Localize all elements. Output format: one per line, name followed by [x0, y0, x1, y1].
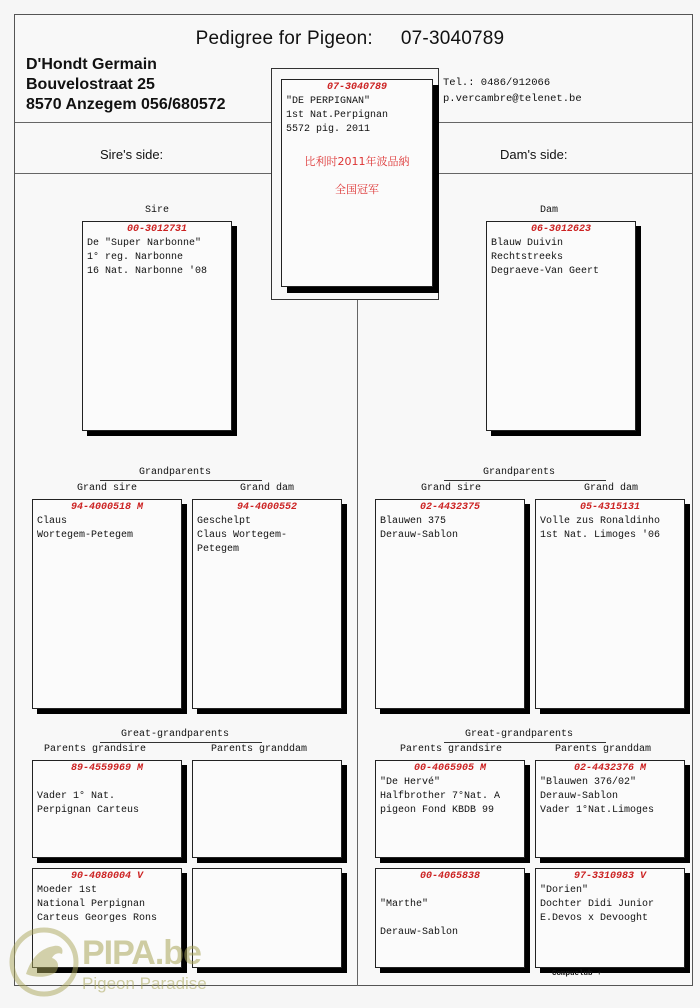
software-credit: Compuclub + [552, 970, 602, 978]
dam-card [486, 221, 636, 431]
dam-side-label: Dam's side: [500, 147, 568, 162]
divider-header-left [15, 122, 271, 123]
grand-sire-label-dam-side: Grand sire [420, 483, 481, 494]
sire-gg-1-ring: 89-4559969 M [70, 763, 143, 774]
dam-grand-dam-info: Volle zus Ronaldinho 1st Nat. Limoges '06 [540, 516, 661, 541]
dam-gg-3-info: "Marthe" Derauw-Sablon [380, 899, 459, 938]
divider-header-right [439, 122, 692, 123]
dam-gg-3-ring: 00-4065838 [419, 871, 480, 882]
sire-gg-1-info: Vader 1° Nat. Perpignan Carteus [37, 791, 140, 816]
dam-info: Blauw Duivin Rechtstreeks Degraeve-Van Geert [491, 238, 600, 277]
sire-card [82, 221, 232, 431]
dam-label: Dam [539, 205, 558, 216]
sire-info: De "Super Narbonne" 1° reg. Narbonne 16 Nat. Narbonne '08 [87, 238, 208, 277]
great-grandparents-label-dam-side: Great-grandparents [464, 729, 574, 740]
grand-dam-label-dam-side: Grand dam [583, 483, 638, 494]
sire-grand-dam-card [192, 499, 342, 709]
main-pigeon-ring: 07-3040789 [326, 82, 387, 93]
sire-great-grandparent-1-card [32, 760, 182, 858]
dam-great-grandparent-1-card [375, 760, 525, 858]
grandparents-label-sire-side: Grandparents [138, 467, 211, 478]
divider-sides-right [439, 173, 692, 174]
title-label: Pedigree for Pigeon: [195, 28, 373, 49]
great-grandparents-underline-dam-side [444, 742, 606, 743]
main-pigeon-chinese-2: 全国冠军 [335, 183, 379, 196]
owner-city: 8570 Anzegem 056/680572 [26, 96, 226, 113]
parents-grandsire-label-dam-side: Parents grandsire [399, 744, 503, 755]
sire-label: Sire [144, 205, 169, 216]
main-pigeon-chinese-1: 比利时2011年波品納 [304, 155, 410, 168]
grandparents-label-dam-side: Grandparents [482, 467, 555, 478]
dam-gg-4-info: "Dorien" Dochter Didi Junior E.Devos x Devooght [540, 885, 655, 924]
dam-gg-4-ring: 97-3310983 V [573, 871, 646, 882]
grandparents-underline-sire-side [100, 480, 262, 481]
pigeon-icon [8, 926, 80, 998]
sire-gg-3-info: Moeder 1st National Perpignan Carteus Georges Rons [37, 885, 158, 924]
pipa-logo [8, 920, 208, 1002]
logo-subtext: Pigeon Paradise [82, 974, 207, 993]
dam-grand-sire-card [375, 499, 525, 709]
parents-grandsire-label-sire-side: Parents grandsire [43, 744, 147, 755]
grand-sire-label-sire-side: Grand sire [76, 483, 137, 494]
owner-street: Bouvelostraat 25 [26, 76, 155, 93]
sire-great-grandparent-2-card [192, 760, 342, 858]
dam-grand-dam-card [535, 499, 685, 709]
dam-ring: 06-3012623 [530, 224, 591, 235]
parents-granddam-label-sire-side: Parents granddam [210, 744, 307, 755]
contact-email: p.vercambre@telenet.be [443, 93, 582, 105]
contact-tel: Tel.: 0486/912066 [443, 77, 551, 89]
dam-grand-sire-info: Blauwen 375 Derauw-Sablon [380, 516, 459, 541]
dam-gg-1-ring: 00-4065905 M [413, 763, 486, 774]
dam-great-grandparent-4-card [535, 868, 685, 968]
sire-grand-dam-info: Geschelpt Claus Wortegem- Petegem [197, 516, 288, 555]
logo-text: PIPA.be [82, 934, 201, 972]
page-title [0, 28, 700, 50]
sire-grand-sire-ring: 94-4000518 M [70, 502, 143, 513]
dam-grand-dam-ring: 05-4315131 [579, 502, 640, 513]
dam-great-grandparent-3-card [375, 868, 525, 968]
sire-gg-3-ring: 90-4080004 V [70, 871, 143, 882]
divider-center [357, 300, 358, 986]
main-pigeon-card [281, 79, 433, 287]
contact-block [443, 75, 582, 107]
sire-side-label: Sire's side: [100, 147, 164, 162]
title-ring: 07-3040789 [400, 28, 505, 49]
owner-block [26, 55, 226, 115]
great-grandparents-underline-sire-side [100, 742, 262, 743]
divider-sides-left [15, 173, 271, 174]
sire-grand-sire-card [32, 499, 182, 709]
dam-grand-sire-ring: 02-4432375 [419, 502, 480, 513]
dam-gg-2-ring: 02-4432376 M [573, 763, 646, 774]
sire-ring: 00-3012731 [126, 224, 187, 235]
sire-grand-sire-info: Claus Wortegem-Petegem [37, 516, 134, 541]
dam-gg-2-info: "Blauwen 376/02" Derauw-Sablon Vader 1°Nat.Limoges [540, 777, 655, 816]
dam-great-grandparent-2-card [535, 760, 685, 858]
main-pigeon-info: "DE PERPIGNAN" 1st Nat.Perpignan 5572 pig. 2011 [286, 96, 389, 135]
grand-dam-label-sire-side: Grand dam [239, 483, 294, 494]
parents-granddam-label-dam-side: Parents granddam [554, 744, 651, 755]
owner-name: D'Hondt Germain [26, 56, 157, 73]
sire-great-grandparent-4-card [192, 868, 342, 968]
sire-grand-dam-ring: 94-4000552 [236, 502, 297, 513]
great-grandparents-label-sire-side: Great-grandparents [120, 729, 230, 740]
grandparents-underline-dam-side [444, 480, 606, 481]
dam-gg-1-info: "De Hervé" Halfbrother 7°Nat. A pigeon Fond KBDB 99 [380, 777, 501, 816]
